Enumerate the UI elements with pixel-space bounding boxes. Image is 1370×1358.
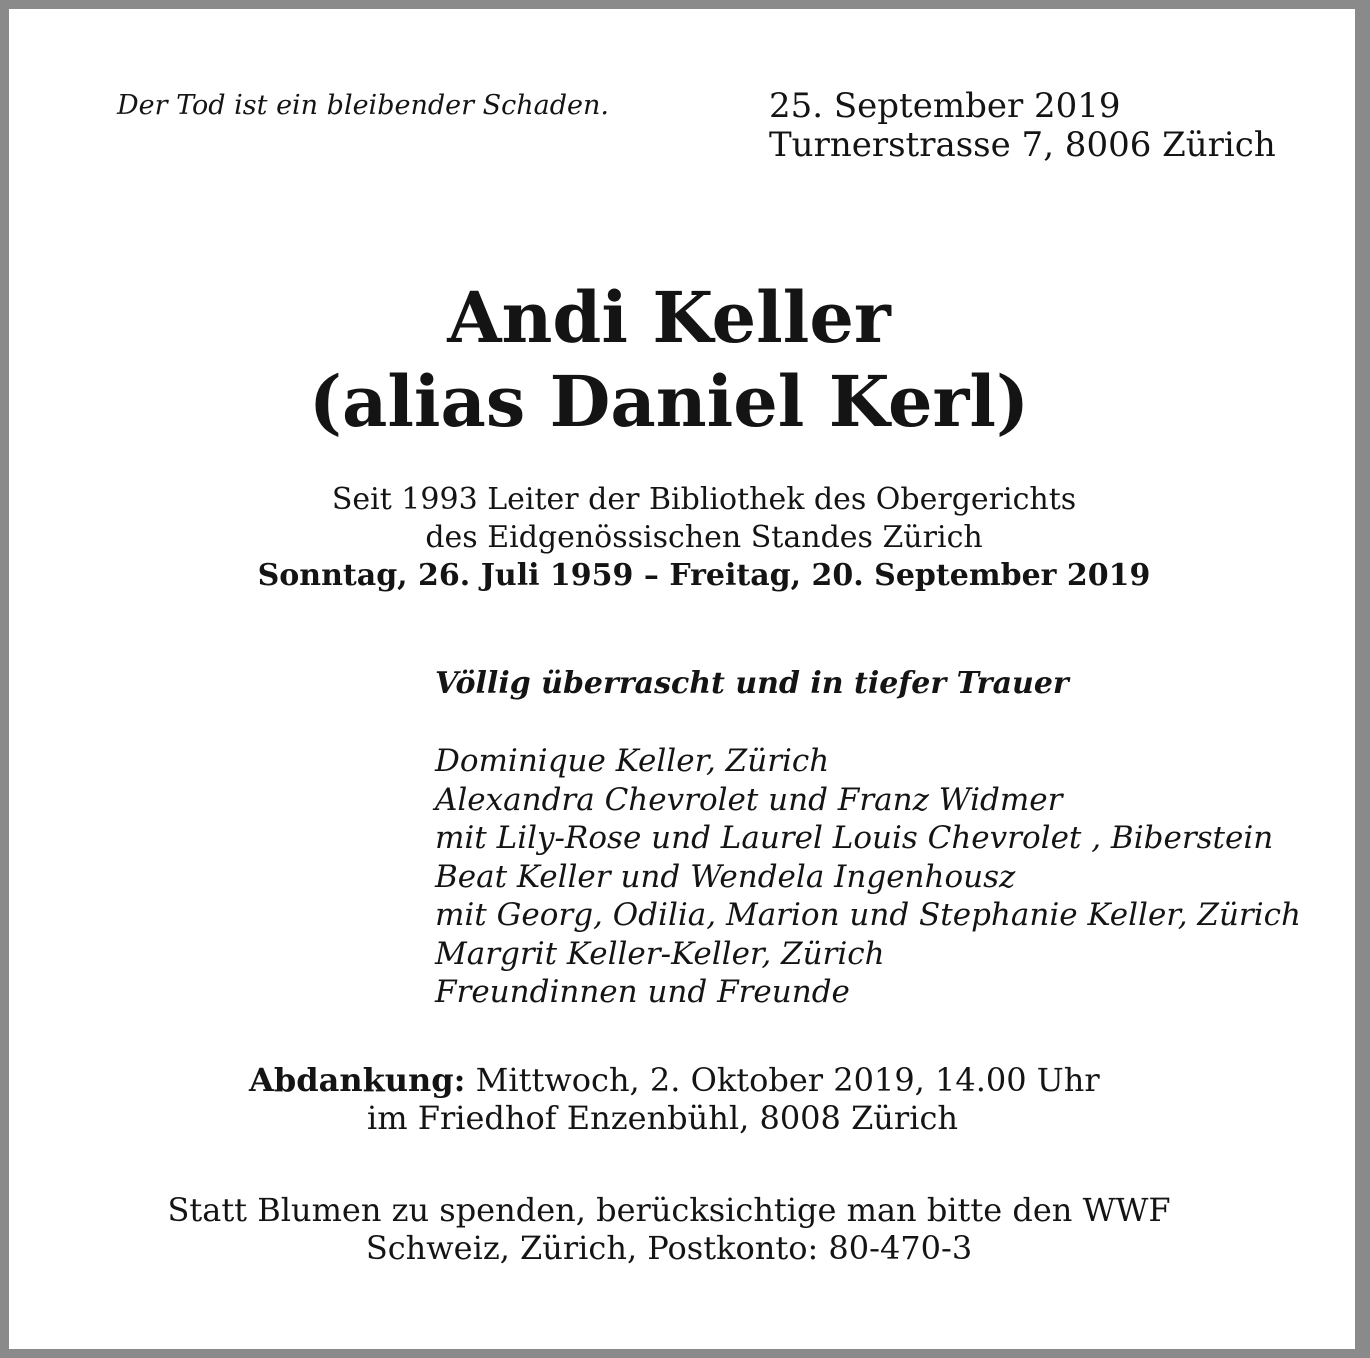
- obituary-card: [9, 9, 1355, 1349]
- mourner-line: Beat Keller und Wendela Ingenhousz: [435, 858, 1016, 895]
- role-line-2: des Eidgenössischen Standes Zürich: [425, 520, 983, 555]
- mourner-line: mit Georg, Odilia, Marion und Stephanie Keller, Zürich: [435, 897, 1301, 933]
- mourner-line: Margrit Keller-Keller, Zürich: [435, 935, 885, 972]
- deceased-alias: (alias Daniel Kerl): [308, 360, 1030, 443]
- mourning-heading: Völlig überrascht und in tiefer Trauer: [435, 666, 1069, 701]
- deceased-name: Andi Keller: [447, 276, 891, 359]
- date-address-block: [769, 87, 1276, 165]
- mourner-line: Freundinnen und Freunde: [435, 974, 850, 1010]
- mourners-list: [435, 742, 1301, 1012]
- life-dates: Sonntag, 26. Juli 1959 – Freitag, 20. September 2019: [257, 558, 1151, 593]
- funeral-datetime-line: [249, 1061, 1100, 1099]
- deceased-role: [9, 481, 1370, 557]
- mourner-line: Alexandra Chevrolet und Franz Widmer: [435, 781, 1063, 818]
- mourner-line: Dominique Keller, Zürich: [435, 743, 830, 779]
- mourner-line: mit Lily-Rose und Laurel Louis Chevrolet , Biberstein: [435, 820, 1274, 856]
- funeral-location: im Friedhof Enzenbühl, 8008 Zürich: [367, 1099, 958, 1137]
- funeral-datetime: Mittwoch, 2. Oktober 2019, 14.00 Uhr: [475, 1061, 1100, 1099]
- donation-note: [9, 1191, 1329, 1267]
- notice-address: Turnerstrasse 7, 8006 Zürich: [769, 125, 1276, 165]
- role-line-1: Seit 1993 Leiter der Bibliothek des Obergerichts: [331, 482, 1077, 517]
- motto-quote: Der Tod ist ein bleibender Schaden.: [117, 90, 609, 121]
- notice-date: 25. September 2019: [769, 86, 1121, 126]
- donation-line-2: Schweiz, Zürich, Postkonto: 80-470-3: [365, 1229, 973, 1267]
- donation-line-1: Statt Blumen zu spenden, berücksichtige man bitte den WWF: [167, 1191, 1171, 1229]
- funeral-label: Abdankung:: [249, 1061, 466, 1099]
